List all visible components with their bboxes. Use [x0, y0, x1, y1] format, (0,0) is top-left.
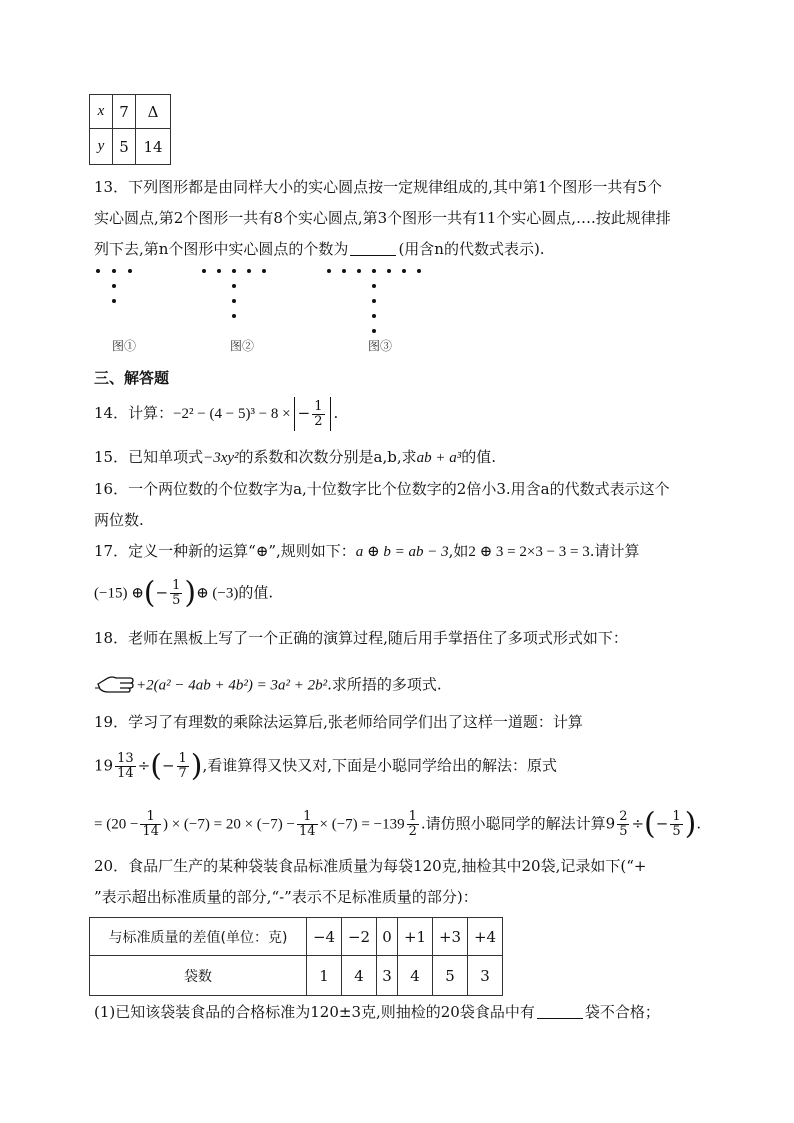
fraction: $\frac{1}{14}$ [142, 809, 159, 839]
dot [327, 269, 331, 273]
table-cell: 3 [468, 956, 503, 996]
abs-bar [294, 397, 295, 431]
figure-caption-3: 图③ [368, 339, 393, 353]
q13-line3-tail: (用含n的代数式表示). [398, 240, 545, 258]
table-cell: 5 [433, 956, 468, 996]
answer-blank[interactable] [537, 1004, 583, 1019]
dot [417, 269, 421, 273]
dot [402, 269, 406, 273]
table-cell: 4 [342, 956, 377, 996]
table-row [90, 95, 171, 129]
weight-diff-table [89, 917, 503, 996]
q14-prefix: 14．计算： [94, 404, 174, 422]
q14-expr: −2² − (4 − 5)³ − 8 × [173, 406, 291, 422]
table-cell: 7 [113, 95, 136, 129]
table-cell: +4 [468, 918, 503, 956]
q16-line2: 两位数. [94, 511, 144, 529]
fraction: $\frac{2}{5}$ [619, 809, 628, 839]
table-header-cell: 袋数 [90, 956, 307, 996]
dot [232, 269, 236, 273]
fraction: $\frac{1}{2}$ [314, 398, 323, 429]
table-row [90, 918, 503, 956]
xy-table [89, 94, 171, 165]
dot [232, 314, 236, 318]
figure-caption-2: 图② [230, 339, 255, 353]
q13-line3-text: 列下去,第n个图形中实心圆点的个数为 [94, 240, 349, 258]
table-cell: 5 [113, 129, 136, 165]
q14-line: 14．计算：−2² − (4 − 5)³ − 8 × − $\frac{1}{2}$ . [94, 397, 338, 431]
fraction: $\frac{13}{14}$ [117, 751, 134, 781]
q19-line2: 19 $\frac{13}{14}$ ÷(− $\frac{1}{7}$ ),看谁算得又快又对,下面是小聪同学给出的解法：原式 [94, 748, 558, 784]
dot [262, 269, 266, 273]
q18-line1: 18．老师在黑板上写了一个正确的演算过程,随后用手掌捂住了多项式形式如下： [94, 629, 628, 647]
dot [357, 269, 361, 273]
dot [372, 269, 376, 273]
table-cell: 0 [377, 918, 398, 956]
section-heading: 三、解答题 [94, 369, 170, 387]
table-cell: y [90, 129, 113, 165]
q17-example: 2 ⊕ 3 = 2×3 − 3 = 3 [468, 544, 590, 560]
q19-line1: 19．学习了有理数的乘除法运算后,张老师给同学们出了这样一道题：计算 [94, 713, 583, 731]
table-cell: −4 [307, 918, 342, 956]
q18-line2: +2(a² − 4ab + 4b²) = 3a² + 2b².求所捂的多项式. [94, 672, 442, 699]
q13-line1: 13．下列图形都是由同样大小的实心圆点按一定规律组成的,其中第1个图形一共有5个 [94, 178, 662, 196]
dot [217, 269, 221, 273]
dot [202, 269, 206, 273]
q20-line1: 20．食品厂生产的某种袋装食品标准质量为每袋120克,抽检其中20袋,记录如下(“+ [94, 857, 647, 875]
fraction: $\frac{1}{14}$ [298, 809, 316, 839]
q13-line3 [94, 239, 545, 259]
dot [112, 299, 116, 303]
abs-bar [330, 397, 331, 431]
q19-line3: = (20 − $\frac{1}{14}$ ) × (−7) = 20 × (−7) − $\frac{1}{14}$ × (−7) = −139 $\frac{1}{2}$ .请仿照小聪同学的解法计算9 $\frac{2}{5}$ ÷(− $\frac{1}{5}$ ). [94, 806, 702, 842]
hand-icon [94, 672, 136, 699]
dot [372, 284, 376, 288]
fraction: $\frac{1}{5}$ [172, 578, 181, 608]
dot [232, 284, 236, 288]
q13-line2: 实心圆点,第2个图形一共有8个实心圆点,第3个图形一共有11个实心圆点,….按此规律排 [94, 209, 671, 227]
dot [232, 299, 236, 303]
table-cell: 3 [377, 956, 398, 996]
table-cell: +1 [398, 918, 433, 956]
table-cell: −2 [342, 918, 377, 956]
q20-line2: ”表示超出标准质量的部分,“-”表示不足标准质量的部分)： [94, 888, 478, 906]
q20-sub1: (1)已知该袋装食品的合格标准为120±3克,则抽检的20袋食品中有 袋不合格； [94, 1003, 660, 1021]
dot [372, 314, 376, 318]
dot [387, 269, 391, 273]
dot [112, 269, 116, 273]
q16-line1: 16．一个两位数的个位数字为a,十位数字比个位数字的2倍小3.用含a的代数式表示这个 [94, 480, 670, 498]
table-row [90, 129, 171, 165]
dot [112, 284, 116, 288]
fraction: $\frac{1}{7}$ [178, 751, 187, 781]
fraction: $\frac{1}{2}$ [408, 809, 417, 839]
q17-line1: 17．定义一种新的运算“⊕”,规则如下：a ⊕ b = ab − 3,如2 ⊕ 3 = 2×3 − 3 = 3.请计算 [94, 542, 640, 560]
table-cell: 1 [307, 956, 342, 996]
table-cell: 4 [398, 956, 433, 996]
table-header-cell: 与标准质量的差值(单位：克) [90, 918, 307, 956]
q15-mono: −3xy² [203, 450, 239, 466]
table-row [90, 956, 503, 996]
figure-caption-1: 图① [112, 339, 137, 353]
q15-line: 15．已知单项式−3xy²的系数和次数分别是a,b,求ab + a³的值. [94, 448, 497, 466]
dot [128, 269, 132, 273]
table-cell: +3 [433, 918, 468, 956]
q17-rule: a ⊕ b = ab − 3 [355, 544, 449, 560]
dot [96, 269, 100, 273]
table-cell: Δ [136, 95, 171, 129]
q17-line2: (−15) ⊕(− $\frac{1}{5}$ )⊕ (−3)的值. [94, 575, 274, 611]
table-cell: 14 [136, 129, 171, 165]
q15-expr: ab + a³ [416, 450, 462, 466]
answer-blank[interactable] [350, 241, 396, 256]
fraction: $\frac{1}{5}$ [672, 809, 681, 839]
q14-minus: − [297, 404, 311, 422]
q18-expr: +2(a² − 4ab + 4b²) = 3a² + 2b² [136, 677, 328, 694]
dot [372, 329, 376, 333]
dot [342, 269, 346, 273]
table-cell: x [90, 95, 113, 129]
dot [372, 299, 376, 303]
dot [247, 269, 251, 273]
